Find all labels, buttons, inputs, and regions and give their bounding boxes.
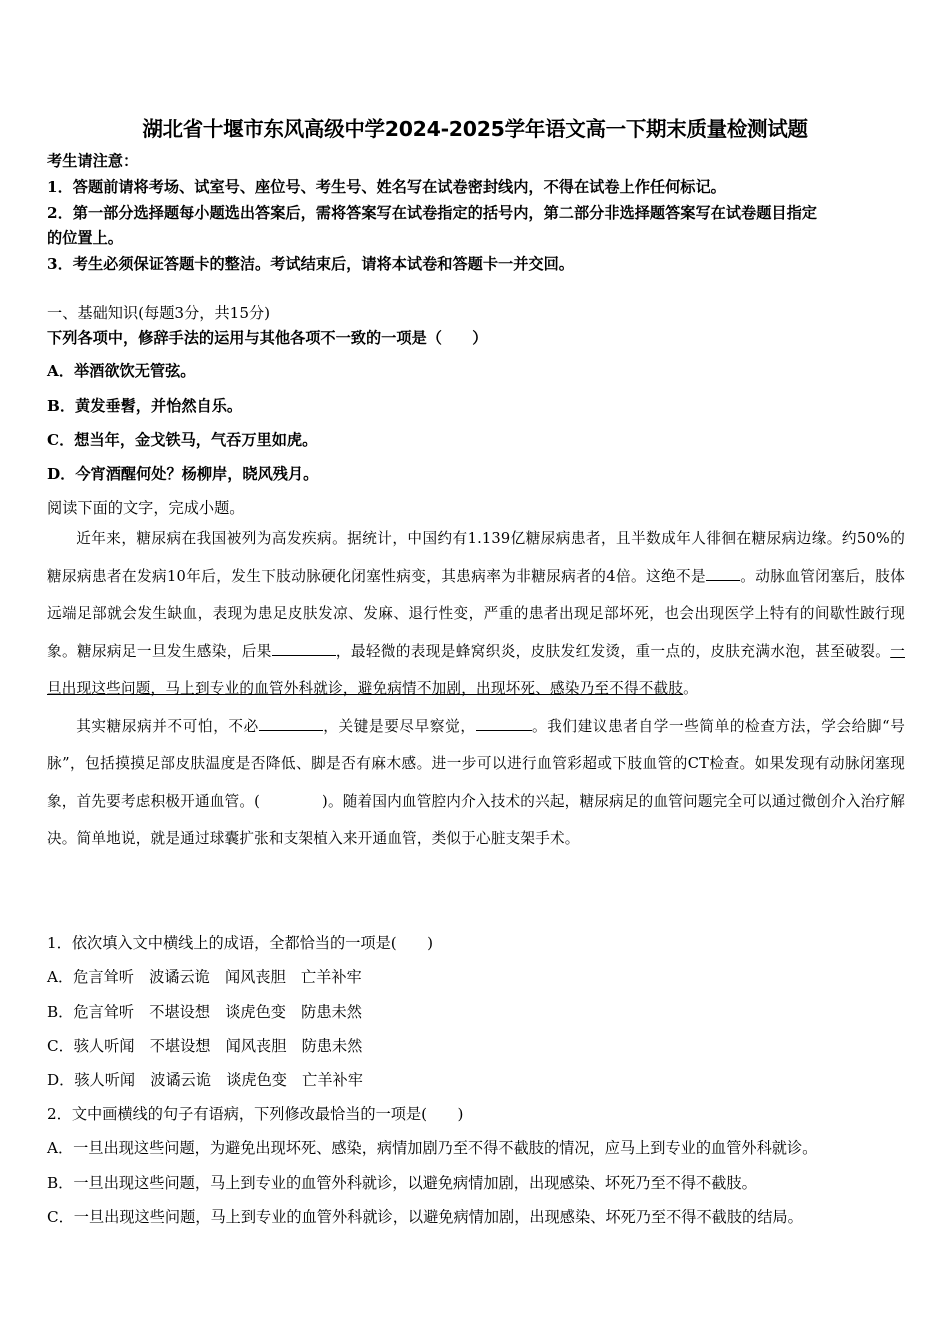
reading-intro: 阅读下面的文字，完成小题。 [47, 499, 245, 517]
passage-text: )。随着国内血管腔内介入技术的兴起，糖尿病足的血管问题完全可以通过微创介入治疗解决。简单地说，就是通过球囊扩张和支架植入来开通血管，类似于心脏支架手术。 [47, 792, 905, 847]
q1-option-d: D．骇人听闻 波谲云诡 谈虎色变 亡羊补牢 [47, 1071, 363, 1089]
notice-item: 的位置上。 [47, 229, 123, 247]
q1-option-c: C．骇人听闻 不堪设想 闻风丧胆 防患未然 [47, 1037, 363, 1055]
fill-blank [272, 641, 336, 656]
fill-blank [259, 716, 323, 731]
passage-paragraph-1 [47, 520, 905, 708]
option-b: B．黄发垂髫，并怡然自乐。 [47, 397, 243, 415]
passage-text: 。动脉血管闭塞后，肢体远端足部就会发生缺血，表现为患足皮肤发凉、发麻、退行性变，严重的患者出现足部坏死，也会出现医学上特有的间歇性跛行现象。糖尿病足一旦发生感染，后果 [47, 567, 906, 660]
passage-text: ，最轻微的表现是蜂窝织炎，皮肤发红发烫，重一点的，皮肤充满水泡，甚至破裂。 [335, 642, 891, 660]
option-c: C．想当年，金戈铁马，气吞万里如虎。 [47, 431, 318, 449]
question-2-stem: 2．文中画横线的句子有语病，下列修改最恰当的一项是( ) [47, 1105, 464, 1123]
passage-text: ，关键是要尽早察觉， [322, 717, 476, 735]
passage-text: 其实糖尿病并不可怕，不必 [76, 717, 259, 735]
option-a: A．举酒欲饮无管弦。 [47, 362, 196, 380]
passage-text: 。我们建议患者自学一些简单的检查方法，学会给脚“号脉”，包括摸摸足部皮肤温度是否降低、脚是否有麻木感。进一步可以进行血管彩超或下肢血管的CT检查。如果发现有动脉闭塞现象，首先要考虑积极开通血管。( [47, 717, 905, 810]
underlined-sentence: 一旦出现这些问题，马上到专业的血管外科就诊，避免病情不加剧，出现坏死、感染乃至不得不截肢 [47, 642, 905, 697]
passage-text: 近年来，糖尿病在我国被列为高发疾病。据统计，中国约有1.139亿糖尿病患者，且半数成年人徘徊在糖尿病边缘。约50%的糖尿病患者在发病10年后，发生下肢动脉硬化闭塞性病变，其患病率为非糖尿病者的4倍。这绝不是 [47, 530, 905, 585]
fill-blank [476, 716, 532, 731]
passage-paragraph-2 [47, 708, 905, 858]
notice-item: 1．答题前请将考场、试室号、座位号、考生号、姓名写在试卷密封线内，不得在试卷上作任何标记。 [47, 178, 726, 196]
q2-option-b: B．一旦出现这些问题，马上到专业的血管外科就诊，以避免病情加剧，出现感染、坏死乃至不得不截肢。 [47, 1174, 757, 1192]
notice-item: 3．考生必须保证答题卡的整洁。考试结束后，请将本试卷和答题卡一并交回。 [47, 255, 574, 273]
question-stem: 下列各项中，修辞手法的运用与其他各项不一致的一项是（ ） [47, 329, 488, 347]
q2-option-a: A．一旦出现这些问题，为避免出现坏死、感染，病情加剧乃至不得不截肢的情况，应马上到专业的血管外科就诊。 [47, 1139, 818, 1157]
page-title: 湖北省十堰市东风高级中学2024-2025学年语文高一下期末质量检测试题 [142, 117, 808, 141]
question-1-stem: 1．依次填入文中横线上的成语，全都恰当的一项是( ) [47, 934, 434, 952]
notice-heading: 考生请注意： [47, 152, 139, 170]
q2-option-c: C．一旦出现这些问题，马上到专业的血管外科就诊，以避免病情加剧，出现感染、坏死乃至不得不截肢的结局。 [47, 1208, 803, 1226]
notice-item: 2．第一部分选择题每小题选出答案后，需将答案写在试卷指定的括号内，第二部分非选择题答案写在试卷题目指定 [47, 204, 817, 222]
option-d: D．今宵酒醒何处？杨柳岸，晓风残月。 [47, 465, 319, 483]
section-heading: 一、基础知识(每题3分，共15分) [47, 304, 271, 322]
q1-option-b: B．危言耸听 不堪设想 谈虎色变 防患未然 [47, 1003, 362, 1021]
reading-passage [47, 520, 905, 858]
passage-text: 。 [683, 680, 698, 697]
fill-blank [706, 566, 740, 581]
q1-option-a: A．危言耸听 波谲云诡 闻风丧胆 亡羊补牢 [47, 968, 362, 986]
